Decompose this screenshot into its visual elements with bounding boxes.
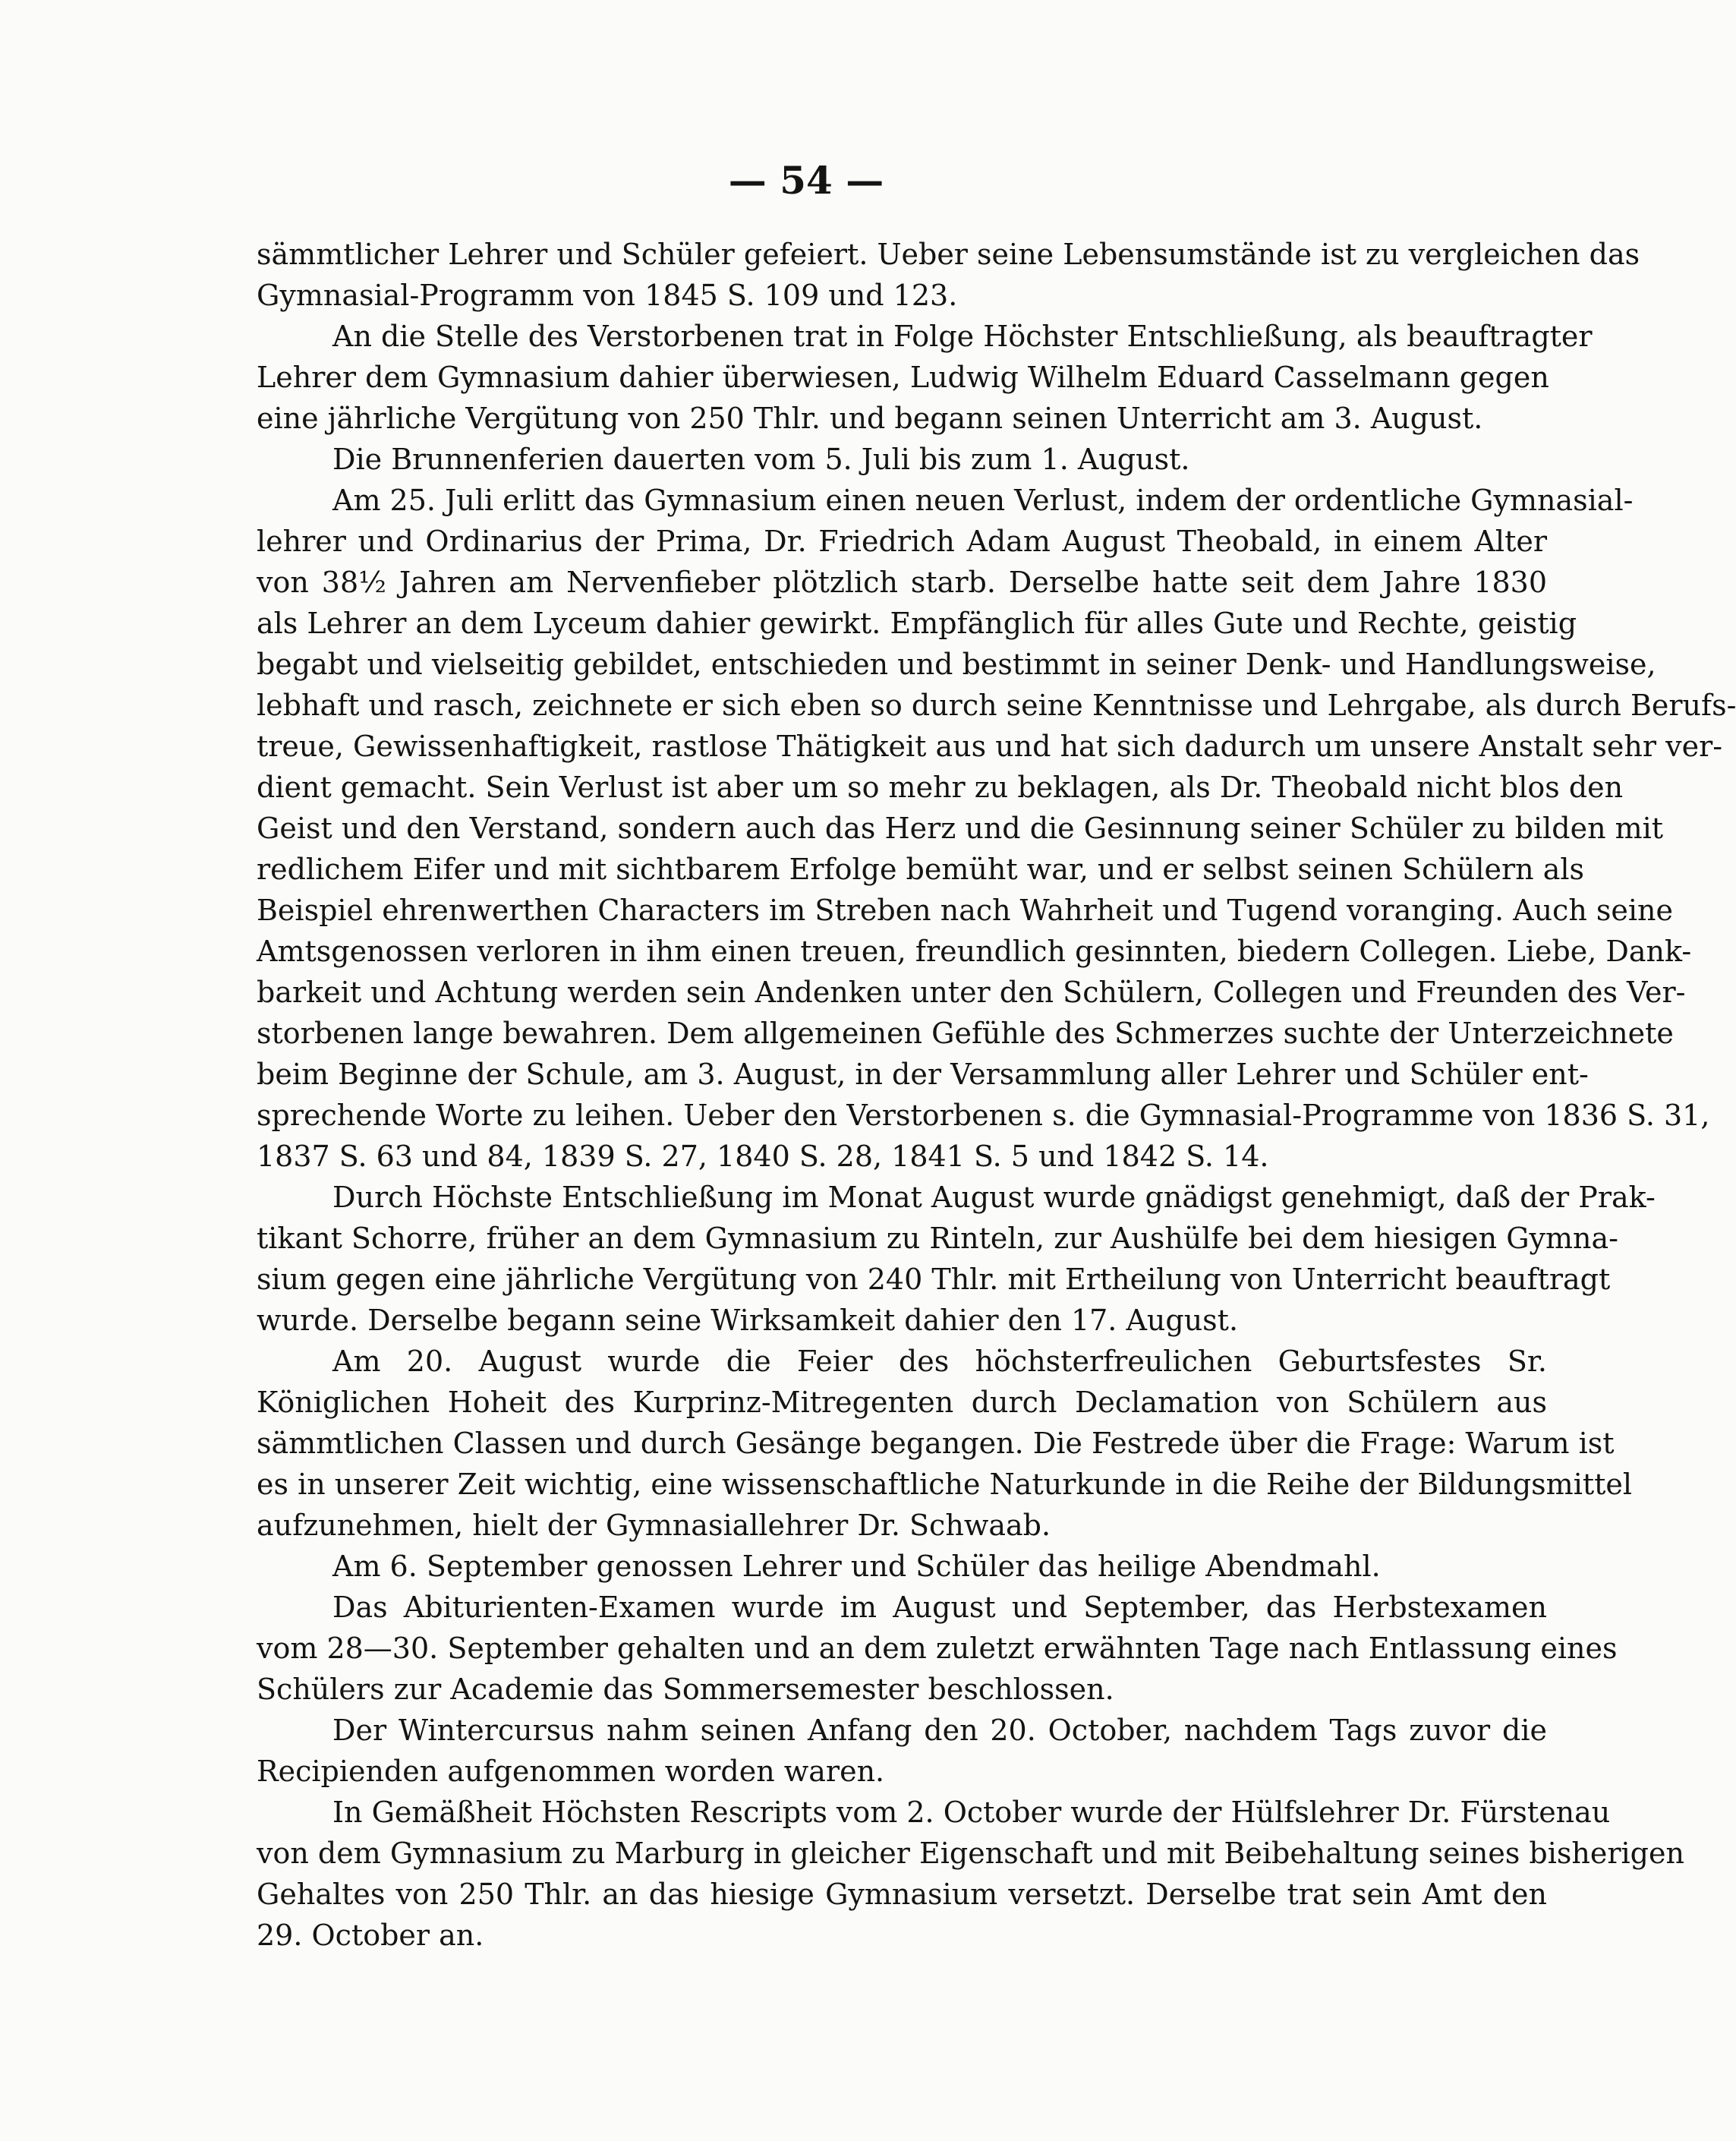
text-line: An die Stelle des Verstorbenen trat in Folge Höchster Entschließung, als beauftragter xyxy=(332,320,1593,353)
text-line: Schülers zur Academie das Sommersemester beschlossen. xyxy=(257,1673,1114,1706)
text-line: redlichem Eifer und mit sichtbarem Erfolge bemüht war, und er selbst seinen Schülern als xyxy=(257,853,1585,886)
body-text xyxy=(257,234,1736,1956)
text-line: Gymnasial-Programm von 1845 S. 109 und 123. xyxy=(257,279,958,312)
text-line: storbenen lange bewahren. Dem allgemeinen Gefühle des Schmerzes suchte der Unterzeichnete xyxy=(257,1017,1674,1050)
text-line: sämmtlichen Classen und durch Gesänge begangen. Die Festrede über die Frage: Warum ist xyxy=(257,1427,1615,1460)
text-line: barkeit und Achtung werden sein Andenken unter den Schülern, Collegen und Freunden des Ver- xyxy=(257,976,1686,1009)
text-line: beim Beginne der Schule, am 3. August, in der Versammlung aller Lehrer und Schüler ent- xyxy=(257,1058,1589,1091)
text-line: Amtsgenossen verloren in ihm einen treuen, freundlich gesinnten, biedern Collegen. Liebe, Dank- xyxy=(257,935,1692,968)
text-line: Durch Höchste Entschließung im Monat August wurde gnädigst genehmigt, daß der Prak- xyxy=(332,1181,1656,1214)
text-line: Königlichen Hoheit des Kurprinz-Mitregenten durch Declamation von Schülern aus xyxy=(257,1386,1547,1419)
text-line: sium gegen eine jährliche Vergütung von 240 Thlr. mit Ertheilung von Unterricht beauftragt xyxy=(257,1263,1611,1296)
text-line: treue, Gewissenhaftigkeit, rastlose Thätigkeit aus und hat sich dadurch um unsere Anstalt sehr ver- xyxy=(257,730,1723,763)
text-line: Gehaltes von 250 Thlr. an das hiesige Gymnasium versetzt. Derselbe trat sein Amt den xyxy=(257,1878,1547,1911)
text-line: Der Wintercursus nahm seinen Anfang den 20. October, nachdem Tags zuvor die xyxy=(332,1714,1547,1747)
text-line: begabt und vielseitig gebildet, entschieden und bestimmt in seiner Denk- und Handlungsweise, xyxy=(257,648,1656,681)
text-line: von dem Gymnasium zu Marburg in gleicher Eigenschaft und mit Beibehaltung seines bisherigen xyxy=(257,1837,1684,1870)
text-line: Beispiel ehrenwerthen Characters im Streben nach Wahrheit und Tugend voranging. Auch seine xyxy=(257,894,1673,927)
text-line: Geist und den Verstand, sondern auch das Herz und die Gesinnung seiner Schüler zu bilden mit xyxy=(257,812,1664,845)
text-line: Lehrer dem Gymnasium dahier überwiesen, Ludwig Wilhelm Eduard Casselmann gegen xyxy=(257,361,1549,394)
text-line: Das Abiturienten-Examen wurde im August und September, das Herbstexamen xyxy=(332,1591,1547,1624)
text-line: wurde. Derselbe begann seine Wirksamkeit dahier den 17. August. xyxy=(257,1304,1239,1337)
text-line: tikant Schorre, früher an dem Gymnasium zu Rinteln, zur Aushülfe bei dem hiesigen Gymna- xyxy=(257,1222,1619,1255)
page-number: — 54 — xyxy=(728,158,884,203)
text-line: sprechende Worte zu leihen. Ueber den Verstorbenen s. die Gymnasial-Programme von 1836 S. 31, xyxy=(257,1099,1710,1132)
text-line: als Lehrer an dem Lyceum dahier gewirkt. Empfänglich für alles Gute und Rechte, geistig xyxy=(257,607,1577,640)
text-line: In Gemäßheit Höchsten Rescripts vom 2. October wurde der Hülfslehrer Dr. Fürstenau xyxy=(332,1796,1611,1829)
text-line: Die Brunnenferien dauerten vom 5. Juli bis zum 1. August. xyxy=(332,443,1190,476)
text-line: lehrer und Ordinarius der Prima, Dr. Friedrich Adam August Theobald, in einem Alter xyxy=(257,525,1547,558)
text-line: Am 20. August wurde die Feier des höchsterfreulichen Geburtsfestes Sr. xyxy=(332,1345,1547,1378)
text-line: 1837 S. 63 und 84, 1839 S. 27, 1840 S. 28, 1841 S. 5 und 1842 S. 14. xyxy=(257,1140,1269,1173)
text-line: vom 28—30. September gehalten und an dem zuletzt erwähnten Tage nach Entlassung eines xyxy=(257,1632,1618,1665)
text-line: Am 6. September genossen Lehrer und Schüler das heilige Abendmahl. xyxy=(332,1550,1381,1583)
text-line: sämmtlicher Lehrer und Schüler gefeiert. Ueber seine Lebensumstände ist zu vergleichen das xyxy=(257,238,1640,271)
text-line: aufzunehmen, hielt der Gymnasiallehrer Dr. Schwaab. xyxy=(257,1509,1051,1542)
text-line: eine jährliche Vergütung von 250 Thlr. und begann seinen Unterricht am 3. August. xyxy=(257,402,1483,435)
text-line: Am 25. Juli erlitt das Gymnasium einen neuen Verlust, indem der ordentliche Gymnasial- xyxy=(332,484,1634,517)
text-line: dient gemacht. Sein Verlust ist aber um so mehr zu beklagen, als Dr. Theobald nicht blos den xyxy=(257,771,1624,804)
text-line: lebhaft und rasch, zeichnete er sich eben so durch seine Kenntnisse und Lehrgabe, als durch Berufs- xyxy=(257,689,1736,722)
text-line: 29. October an. xyxy=(257,1919,484,1952)
text-line: Recipienden aufgenommen worden waren. xyxy=(257,1755,885,1788)
text-line: von 38½ Jahren am Nervenfieber plötzlich starb. Derselbe hatte seit dem Jahre 1830 xyxy=(257,566,1547,599)
text-line: es in unserer Zeit wichtig, eine wissenschaftliche Naturkunde in die Reihe der Bildungsmittel xyxy=(257,1468,1633,1501)
